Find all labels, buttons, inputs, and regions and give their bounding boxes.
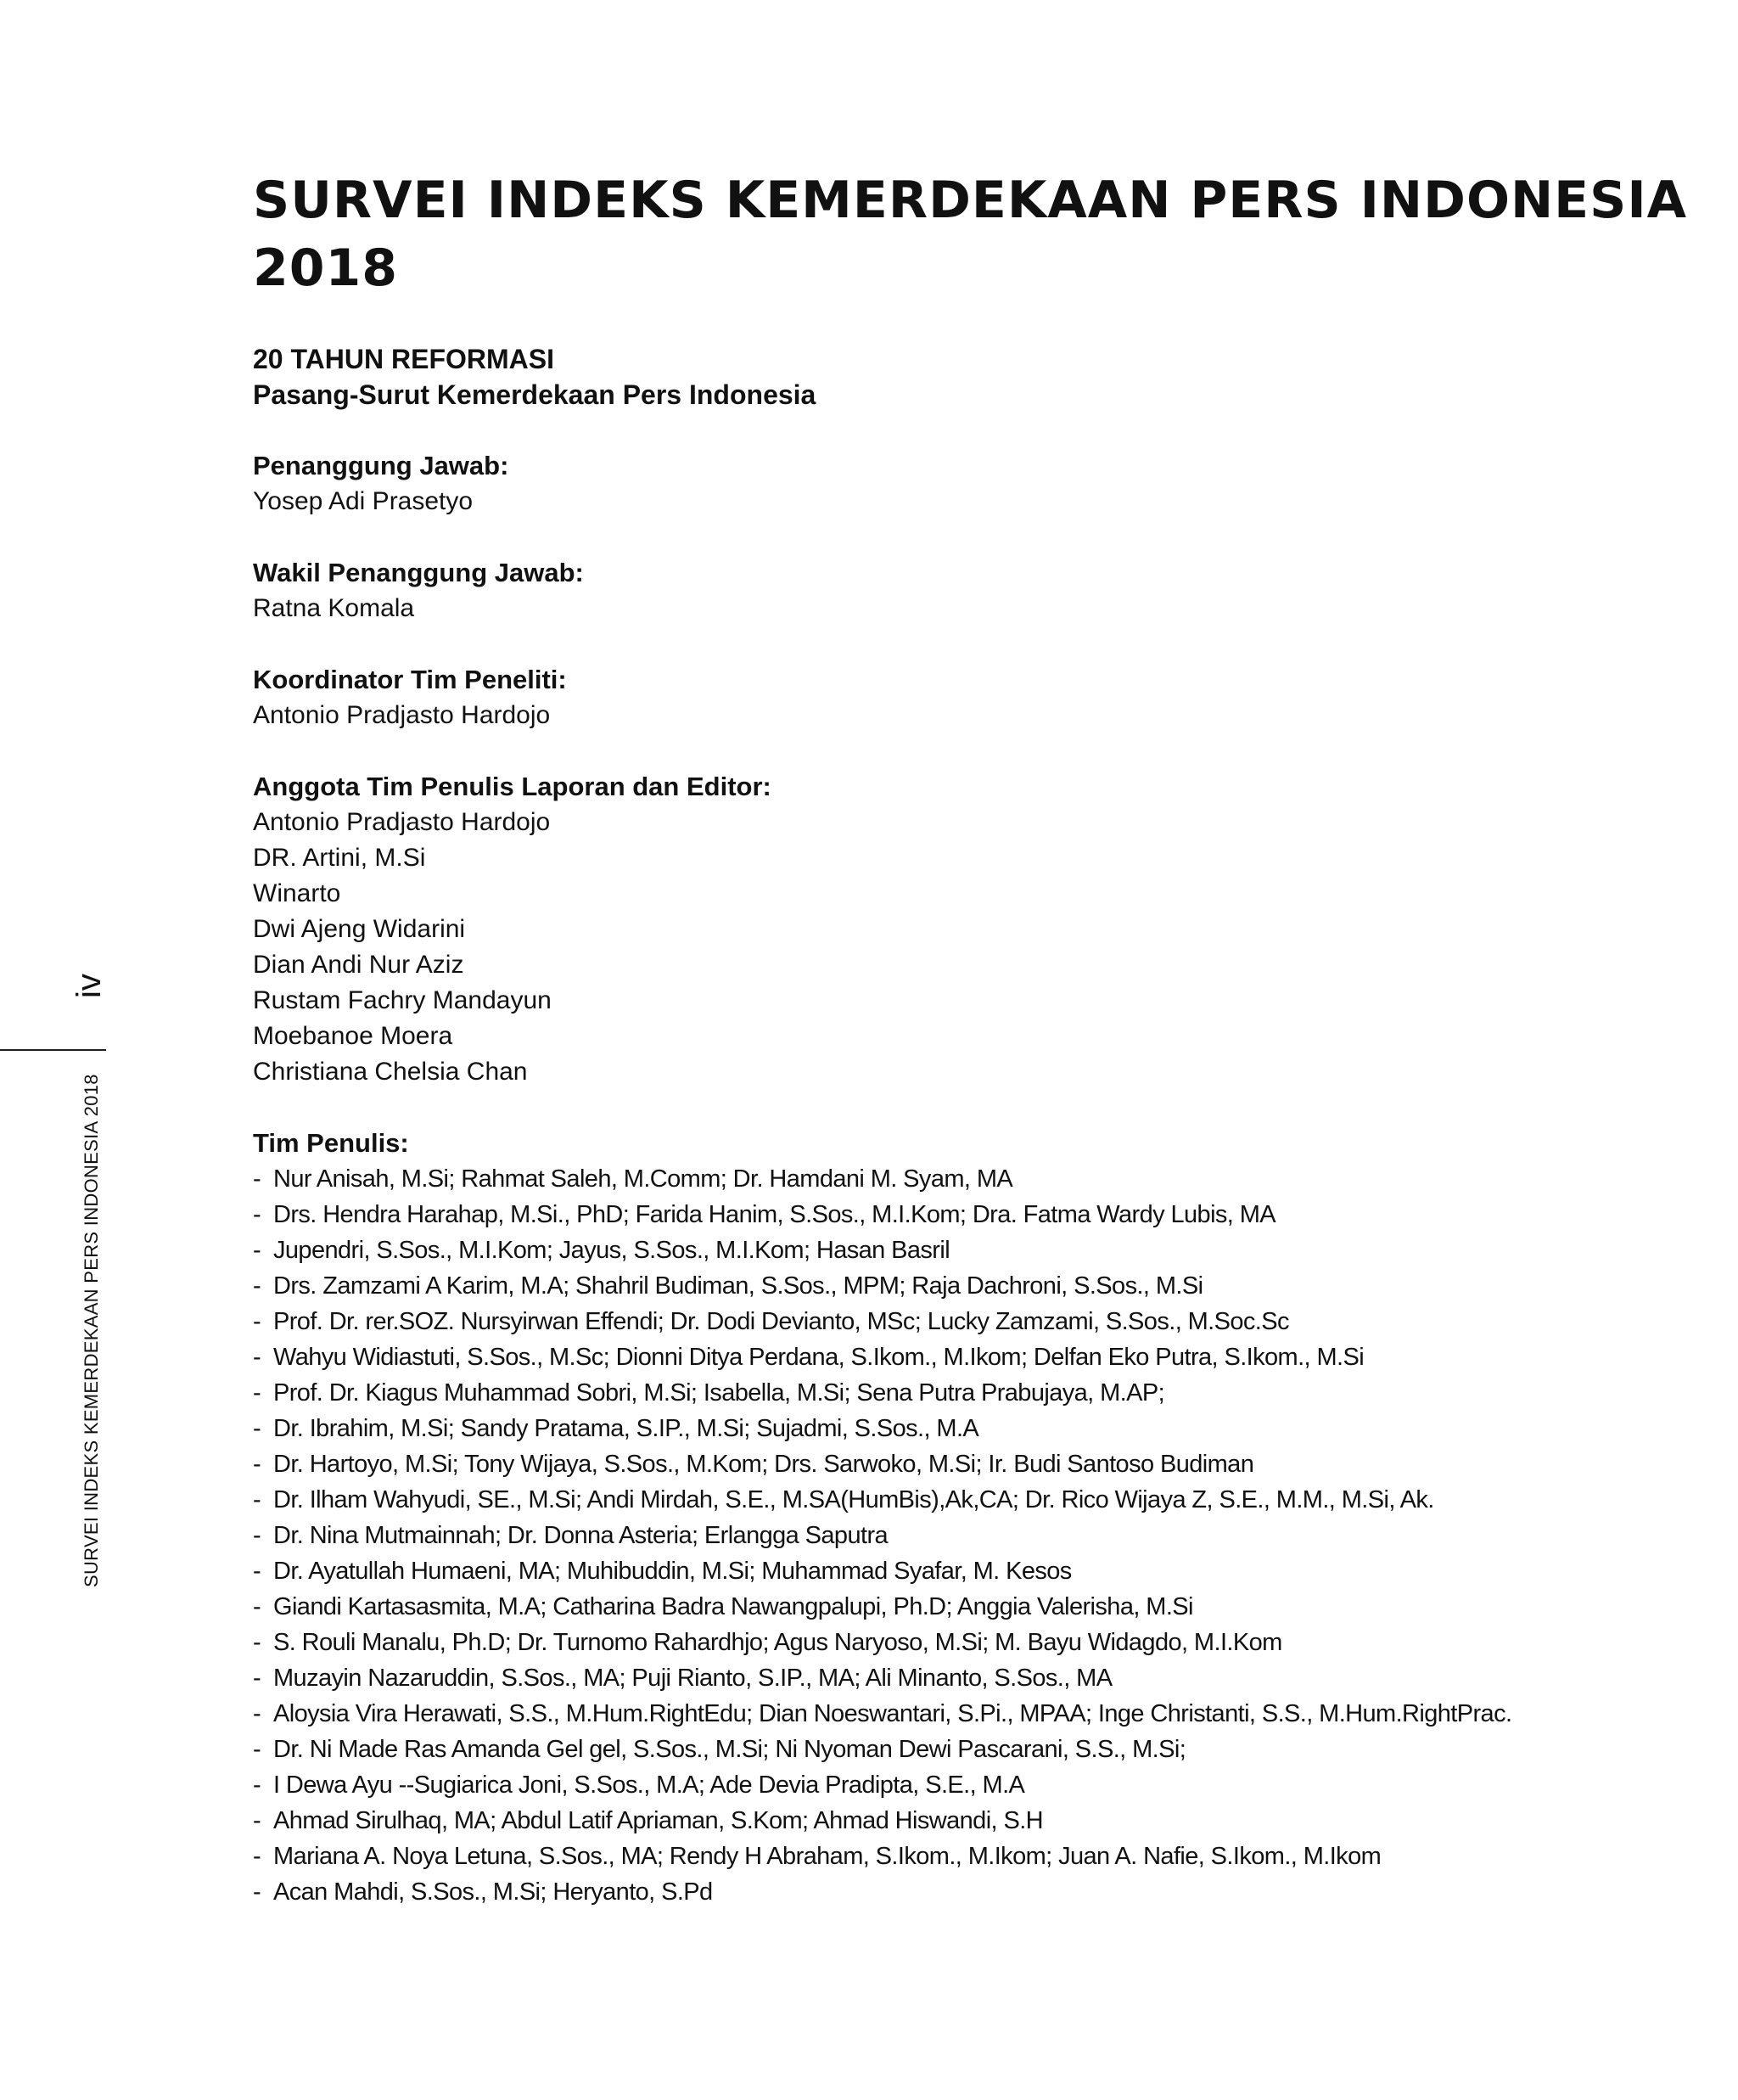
list-item: Dwi Ajeng Widarini (253, 915, 466, 943)
list-item: - Dr. Ilham Wahyudi, SE., M.Si; Andi Mirdah, S.E., M.SA(HumBis),Ak,CA; Dr. Rico Wijaya Z, S.E., M.M., M.Si, Ak. (253, 1482, 1713, 1518)
section-value: Yosep Adi Prasetyo (253, 487, 474, 515)
section-value: Ratna Komala (253, 594, 415, 622)
section-penanggung-jawab (253, 448, 1713, 519)
member-list (253, 805, 1713, 1090)
list-item: - I Dewa Ayu --Sugiarica Joni, S.Sos., M.A; Ade Devia Pradipta, S.E., M.A (253, 1767, 1713, 1803)
document-page (253, 166, 1713, 1910)
list-item: - Aloysia Vira Herawati, S.S., M.Hum.RightEdu; Dian Noeswantari, S.Pi., MPAA; Inge Christanti, S.S., M.Hum.RightPrac. (253, 1696, 1713, 1732)
subtitle-line-2: Pasang-Surut Kemerdekaan Pers Indonesia (253, 379, 816, 410)
running-header: SURVEI INDEKS KEMERDEKAAN PERS INDONESIA 2018 (81, 1074, 102, 1587)
list-item: - Ahmad Sirulhaq, MA; Abdul Latif Apriaman, S.Kom; Ahmad Hiswandi, S.H (253, 1803, 1713, 1839)
list-item: - Giandi Kartasasmita, M.A; Catharina Badra Nawangpalupi, Ph.D; Anggia Valerisha, M.Si (253, 1589, 1713, 1625)
title-line-2: 2018 (253, 239, 398, 298)
list-item: - Dr. Ayatullah Humaeni, MA; Muhibuddin, M.Si; Muhammad Syafar, M. Kesos (253, 1553, 1713, 1589)
list-item: - Prof. Dr. rer.SOZ. Nursyirwan Effendi; Dr. Dodi Devianto, MSc; Lucky Zamzami, S.Sos., M.Soc.Sc (253, 1304, 1713, 1339)
list-item: - Wahyu Widiastuti, S.Sos., M.Sc; Dionni Ditya Perdana, S.Ikom., M.Ikom; Delfan Eko Putra, S.Ikom., M.Si (253, 1339, 1713, 1375)
section-label: Tim Penulis: (253, 1128, 409, 1158)
list-item: - Jupendri, S.Sos., M.I.Kom; Jayus, S.Sos., M.I.Kom; Hasan Basril (253, 1232, 1713, 1268)
list-item: - Drs. Hendra Harahap, M.Si., PhD; Farida Hanim, S.Sos., M.I.Kom; Dra. Fatma Wardy Lubis, MA (253, 1197, 1713, 1232)
list-item: Moebanoe Moera (253, 1022, 453, 1050)
list-item: - Muzayin Nazaruddin, S.Sos., MA; Puji Rianto, S.IP., MA; Ali Minanto, S.Sos., MA (253, 1660, 1713, 1696)
section-label: Penanggung Jawab: (253, 451, 509, 480)
sidebar-divider (0, 1049, 106, 1051)
document-title (253, 166, 1713, 302)
list-item: - Nur Anisah, M.Si; Rahmat Saleh, M.Comm; Dr. Hamdani M. Syam, MA (253, 1161, 1713, 1197)
section-anggota (253, 769, 1713, 1090)
title-line-1: SURVEI INDEKS KEMERDEKAAN PERS INDONESIA (253, 171, 1688, 230)
list-item: DR. Artini, M.Si (253, 844, 426, 872)
section-wakil-penanggung-jawab (253, 555, 1713, 626)
section-tim-penulis (253, 1126, 1713, 1910)
list-item: - Drs. Zamzami A Karim, M.A; Shahril Budiman, S.Sos., MPM; Raja Dachroni, S.Sos., M.Si (253, 1268, 1713, 1304)
list-item: - S. Rouli Manalu, Ph.D; Dr. Turnomo Rahardhjo; Agus Naryoso, M.Si; M. Bayu Widagdo, M.I.Kom (253, 1625, 1713, 1660)
list-item: Dian Andi Nur Aziz (253, 951, 464, 979)
list-item: - Dr. Hartoyo, M.Si; Tony Wijaya, S.Sos., M.Kom; Drs. Sarwoko, M.Si; Ir. Budi Santoso Budiman (253, 1446, 1713, 1482)
list-item: Rustam Fachry Mandayun (253, 986, 552, 1014)
list-item: Antonio Pradjasto Hardojo (253, 808, 551, 836)
list-item: - Dr. Ni Made Ras Amanda Gel gel, S.Sos., M.Si; Ni Nyoman Dewi Pascarani, S.S., M.Si; (253, 1732, 1713, 1767)
list-item: - Prof. Dr. Kiagus Muhammad Sobri, M.Si; Isabella, M.Si; Sena Putra Prabujaya, M.AP; (253, 1375, 1713, 1411)
section-label: Wakil Penanggung Jawab: (253, 558, 584, 587)
subtitle-block (253, 341, 1713, 413)
subtitle-line-1: 20 TAHUN REFORMASI (253, 344, 554, 374)
list-item: - Mariana A. Noya Letuna, S.Sos., MA; Rendy H Abraham, S.Ikom., M.Ikom; Juan A. Nafie, S.Ikom., M.Ikom (253, 1839, 1713, 1874)
section-value: Antonio Pradjasto Hardojo (253, 701, 551, 729)
section-koordinator (253, 662, 1713, 733)
list-item: Winarto (253, 879, 341, 907)
list-item: Christiana Chelsia Chan (253, 1058, 528, 1086)
page-number: iv (70, 974, 108, 998)
writer-list (253, 1161, 1713, 1910)
list-item: - Dr. Ibrahim, M.Si; Sandy Pratama, S.IP., M.Si; Sujadmi, S.Sos., M.A (253, 1411, 1713, 1446)
list-item: - Dr. Nina Mutmainnah; Dr. Donna Asteria; Erlangga Saputra (253, 1518, 1713, 1553)
section-label: Anggota Tim Penulis Laporan dan Editor: (253, 772, 771, 801)
section-label: Koordinator Tim Peneliti: (253, 665, 567, 694)
list-item: - Acan Mahdi, S.Sos., M.Si; Heryanto, S.Pd (253, 1874, 1713, 1910)
